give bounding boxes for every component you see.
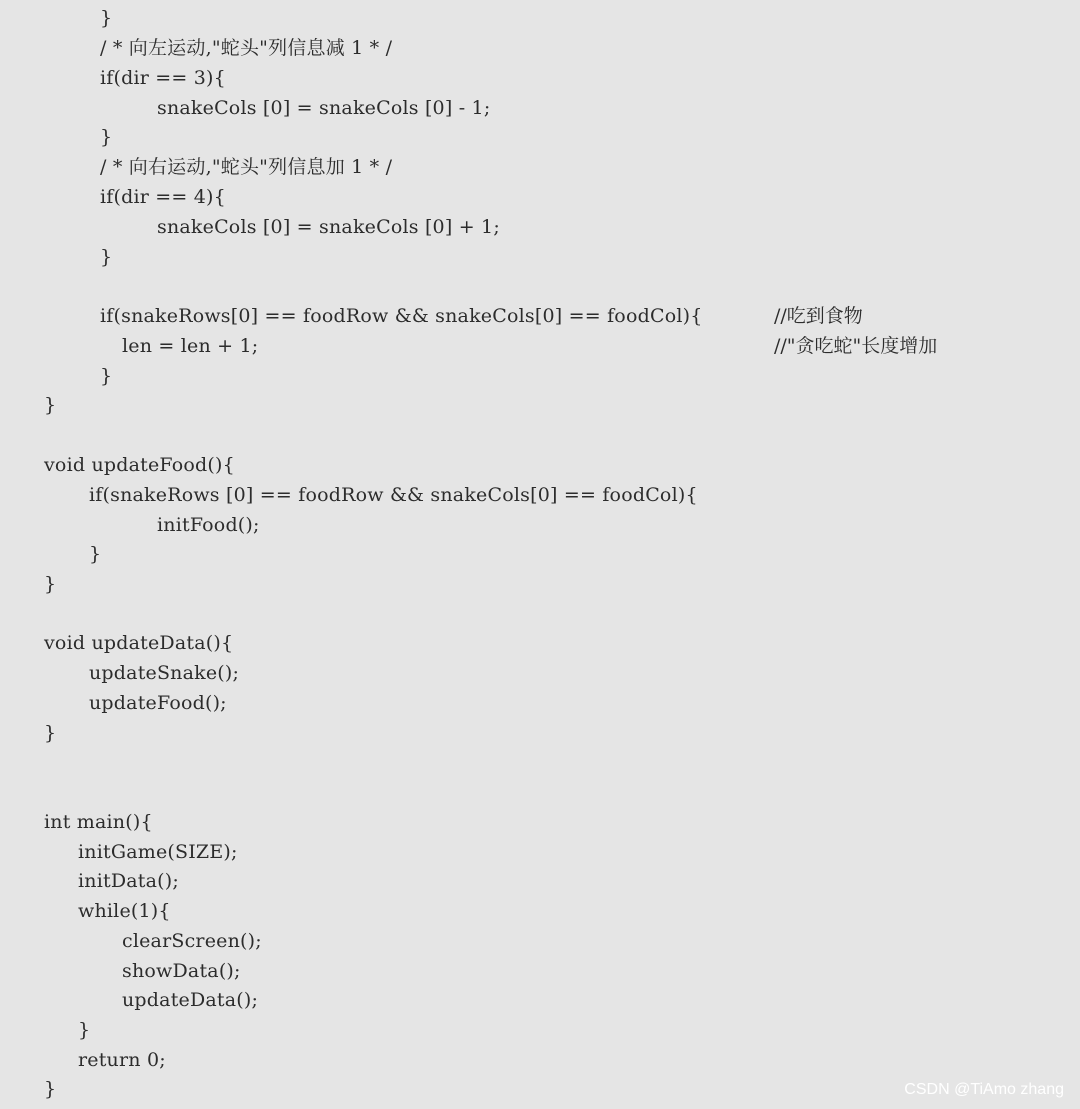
- code-line: if(snakeRows [0] == foodRow && snakeCols[0] == foodCol){: [89, 484, 698, 506]
- code-line: while(1){: [78, 900, 171, 922]
- function-signature: int main(){: [44, 811, 153, 833]
- code-line: updateFood();: [89, 692, 227, 714]
- code-line: updateSnake();: [89, 662, 240, 684]
- code-line: if(dir == 3){: [100, 67, 226, 89]
- function-signature: void updateData(){: [44, 632, 234, 654]
- code-line: snakeCols [0] = snakeCols [0] - 1;: [157, 97, 491, 119]
- code-line: initFood();: [157, 514, 260, 536]
- code-line: if(snakeRows[0] == foodRow && snakeCols[0] == foodCol){: [100, 305, 703, 327]
- code-line: }: [44, 394, 57, 416]
- code-line: }: [44, 1078, 57, 1100]
- code-line: showData();: [122, 960, 241, 982]
- code-line: initData();: [78, 870, 179, 892]
- code-line: }: [100, 246, 113, 268]
- code-line: }: [100, 126, 113, 148]
- watermark: CSDN @TiAmo zhang: [904, 1081, 1064, 1098]
- code-line: if(dir == 4){: [100, 186, 226, 208]
- code-line: }: [100, 365, 113, 387]
- inline-comment: //吃到食物: [774, 305, 863, 327]
- code-line: }: [44, 573, 57, 595]
- code-line: clearScreen();: [122, 930, 262, 952]
- code-comment-line: / * 向右运动,"蛇头"列信息加 1 * /: [100, 156, 393, 178]
- code-line: initGame(SIZE);: [78, 841, 238, 863]
- code-line: }: [100, 7, 113, 29]
- code-line: }: [44, 722, 57, 744]
- code-line: len = len + 1;: [122, 335, 259, 357]
- code-line: updateData();: [122, 989, 259, 1011]
- code-line: }: [89, 543, 102, 565]
- code-line: }: [78, 1019, 91, 1041]
- code-line: return 0;: [78, 1049, 166, 1071]
- function-signature: void updateFood(){: [44, 454, 235, 476]
- code-comment-line: / * 向左运动,"蛇头"列信息减 1 * /: [100, 37, 393, 59]
- inline-comment: //"贪吃蛇"长度增加: [774, 335, 938, 357]
- code-line: snakeCols [0] = snakeCols [0] + 1;: [157, 216, 500, 238]
